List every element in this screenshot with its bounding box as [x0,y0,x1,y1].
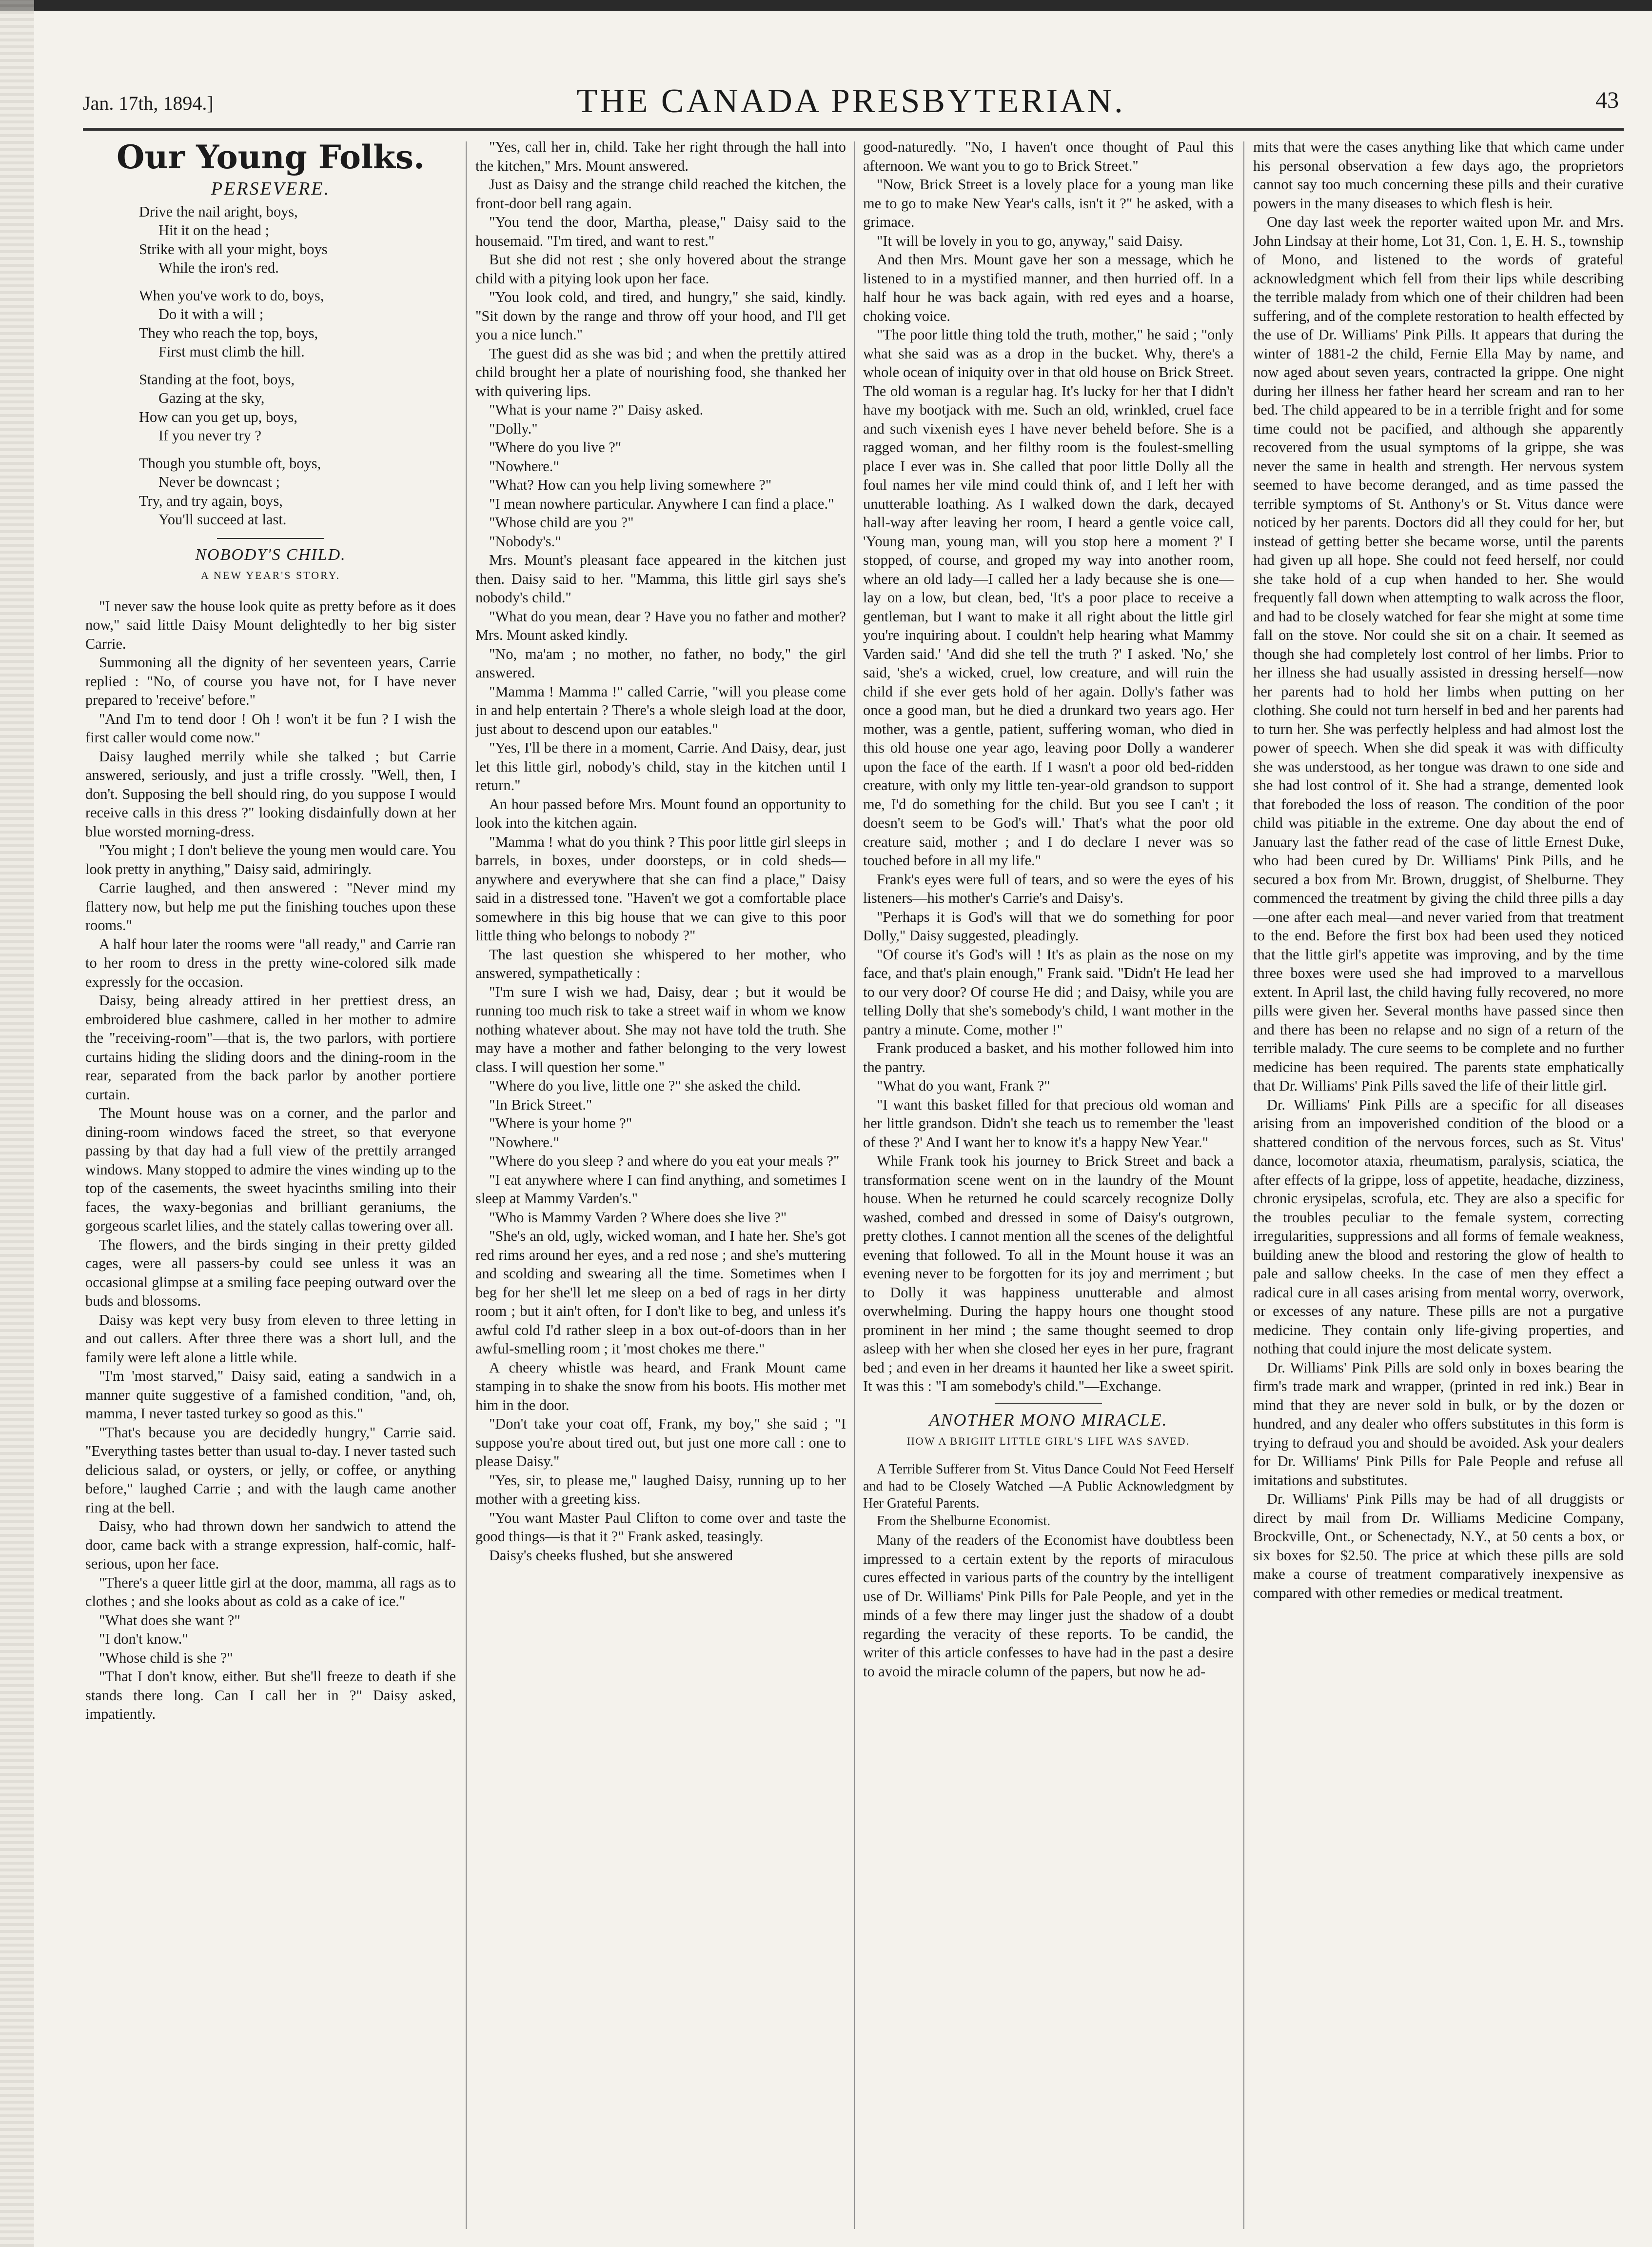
paragraph: The flowers, and the birds singing in their pretty gilded cages, were all passers-by could see unless it was an occasional glimpse at a smiling face peeping outward over the buds and blossoms. [85,1236,456,1309]
poem-stanza [139,286,456,361]
paragraph: "Where do you live, little one ?" she asked the child. [489,1077,801,1094]
paragraph: The guest did as she was bid ; and when the prettily attired child brought her a plate of nourishing food, she thanked her with quivering lips. [475,345,846,399]
article-title: ANOTHER MONO MIRACLE. [929,1410,1168,1430]
poem-stanza [139,454,456,529]
paragraph: Daisy, being already attired in her prettiest dress, an embroidered blue cashmere, called in her mother to admire the "receiving-room"—that is, the two parlors, with portiere curtains hiding the sliding doors and the dining-room in the rear, separated from the back parlor by another portiere curtain. [85,992,456,1103]
story-subtitle: A NEW YEAR'S STORY. [200,569,341,581]
paragraph: "That I don't know, either. But she'll freeze to death if she stands there long. Can I call her in ?" Daisy asked, impatiently. [85,1668,456,1722]
paragraph: "You look cold, and tired, and hungry," she said, kindly. "Sit down by the range and throw off your hood, and I'll get you a nice lunch." [475,289,846,343]
poem-line: When you've work to do, boys, [139,287,324,304]
paragraph: "Now, Brick Street is a lovely place for a young man like me to go to make New Year's calls, isn't it ?" he asked, with a grimace. [863,176,1234,230]
paragraph: Frank produced a basket, and his mother followed him into the pantry. [863,1040,1234,1075]
poem-title: PERSEVERE. [211,179,331,199]
article-subtitle: HOW A BRIGHT LITTLE GIRL'S LIFE WAS SAVED. [906,1435,1190,1447]
paragraph: "She's an old, ugly, wicked woman, and I hate her. She's got red rims around her eyes, and a red nose ; and she's muttering and scolding and swearing all the time. Sometimes when I beg for her she'll let me sleep on a bed of rags in her dirty room ; but it ain't often, for I don't like to beg, and unless it's awful cold I'd rather sleep in a box out-of-doors than in her awful-smelling room ; it 'most chokes me there." [475,1228,846,1357]
issue-date: Jan. 17th, 1894.] [83,92,214,114]
article-text [1253,138,1624,1602]
paragraph: "You tend the door, Martha, please," Daisy said to the housemaid. "I'm tired, and want to rest." [475,214,846,249]
poem-stanza [139,202,456,278]
paragraph: "I never saw the house look quite as pretty before as it does now," said little Daisy Mount delightedly to her big sister Carrie. [85,597,456,652]
paragraph: "You might ; I don't believe the young men would care. You look pretty in anything," Daisy said, admiringly. [85,842,456,877]
paragraph: While Frank took his journey to Brick Street and back a transformation scene went on in the laundry of the Mount house. When he returned he could scarcely recognize Dolly washed, combed and dressed in some of Daisy's outgrown, pretty clothes. I cannot mention all the scenes of the delightful evening that followed. To all in the Mount house it was an evening never to be forgotten for its joy and merriment ; but to Dolly it was happiness unutterable and almost overwhelming. During the happy hours one thought stood prominent in her mind ; the same thought seemed to drop asleep with her when she closed her eyes in her pure, fragrant bed ; and even in her dreams it haunted her like a sweet spirit. It was this : "I am somebody's child."—Exchange. [863,1153,1234,1394]
paragraph: "Whose child are you ?" [489,514,634,531]
paragraph: "Yes, sir, to please me," laughed Daisy, running up to her mother with a greeting kiss. [475,1471,846,1507]
paragraph: "Whose child is she ?" [99,1649,233,1666]
header-rule [83,128,1624,131]
paragraph: "What? How can you help living somewhere ?" [489,477,772,493]
story-text [475,138,846,1565]
paragraph: "The poor little thing told the truth, mother," he said ; "only what she said was as a drop in the bucket. Why, there's a whole ocean of iniquity over in that old house on Brick Street. The old woman is a regular hag. It's lucky for her that I didn't have my bootjack with me. Such an old, wrinkled, cruel face and such vixenish eyes I have never beheld before. She is a ragged woman, and her filthy room is the foulest-smelling place I ever was in. She called that poor little Dolly all the foul names her vile mind could think of, and I left her with unutterable loathing. As I walked down the dark, decayed hall-way after leaving her room, I heard a gentle voice call, 'Young man, young man, will you stop here a moment ?' I stopped, of course, and groped my way into another room, where an old lady—I called her a lady because she is one—lay on a low, but clean, bed, 'It's a poor place to receive a gentleman, but I want to make it all right about the little girl you're inquiring about. I couldn't help hearing what Mammy Varden said.' 'And did she tell the truth ?' I asked. 'No,' she said, 'she's a wicked, cruel, low creature, and will ruin the child if she ever gets hold of her again. Dolly's father was once a good man, but he died a drunkard two years ago. Her mother, was a gentle, patient, suffering woman, who died in this old house one year ago, leaving poor Dolly a wanderer upon the face of the earth. If I wasn't a poor old bed-ridden creature, with only my little ten-year-old grandson to support me, I'd do something for the child. But you see I can't ; it doesn't seem to be God's will.' That's what the poor old creature said, mother ; and I do declare I never was so touched before in all my life." [863,326,1234,869]
paragraph: "Who is Mammy Varden ? Where does she live ?" [489,1209,787,1226]
paragraph: "Yes, call her in, child. Take her right through the hall into the kitchen," Mrs. Mount answered. [475,139,846,174]
page-header [83,73,1619,120]
paragraph: "Nobody's." [489,533,561,550]
paragraph: Frank's eyes were full of tears, and so were the eyes of his listeners—his mother's Carrie's and Daisy's. [863,871,1234,906]
poem-line: Though you stumble oft, boys, [139,455,321,472]
paragraph: "I don't know." [99,1631,188,1647]
poem-line: Hit it on the head ; [158,222,270,239]
scan-top-edge [0,0,1652,11]
paragraph: "I want this basket filled for that precious old woman and her little grandson. Didn't she teach us to remember the 'least of these ?' And I want her to know it's a happy New Year." [863,1096,1234,1151]
poem-line: You'll succeed at last. [158,511,287,528]
paragraph: "Mamma ! what do you think ? This poor little girl sleeps in barrels, in boxes, under doorsteps, or in cold sheds—anywhere and everywhere that she can find a place," Daisy said in a distressed tone. "Haven't we got a comfortable place somewhere in this big house that we can give to this poor little thing who belongs to nobody ?" [475,833,846,944]
poem-line: Try, and try again, boys, [139,492,283,509]
paragraph: "What do you mean, dear ? Have you no father and mother? Mrs. Mount asked kindly. [475,608,846,643]
poem-line: Standing at the foot, boys, [139,371,295,388]
paragraph: "Nowhere." [489,457,559,475]
column-4 [1253,138,1624,2235]
paragraph: "Yes, I'll be there in a moment, Carrie. And Daisy, dear, just let this little girl, nobody's child, stay in the kitchen until I return." [475,739,846,794]
paragraph: The last question she whispered to her mother, who answered, sympathetically : [475,946,846,981]
paragraph: Daisy, who had thrown down her sandwich to attend the door, came back with a strange expression, half-comic, half-serious, upon her face. [85,1518,456,1572]
paragraph: "What does she want ?" [99,1611,240,1629]
paragraph: Daisy laughed merrily while she talked ; but Carrie answered, seriously, and just a trifle crossly. "Well, then, I don't. Supposing the bell should ring, do you suppose I would receive calls in this dress ?" looking disdainfully down at her blue worsted morning-dress. [85,748,456,840]
scan-left-edge [0,0,34,2247]
story-text [85,597,456,1724]
paragraph: "I'm 'most starved," Daisy said, eating a sandwich in a manner quite suggestive of a famished condition, "and, oh, mamma, I never tasted turkey so good as this." [85,1368,456,1422]
paragraph: "In Brick Street." [489,1096,592,1113]
paragraph: "I eat anywhere where I can find anything, and sometimes I sleep at Mammy Varden's." [475,1171,846,1207]
paragraph: "Where do you live ?" [489,439,622,456]
column-divider [854,141,855,2229]
paragraph: "Dolly." [489,420,538,437]
column-3 [863,138,1234,2235]
page-number: 43 [1595,87,1619,113]
story-text [863,138,1234,1396]
poem-line: Drive the nail aright, boys, [139,203,298,220]
paragraph: A half hour later the rooms were "all ready," and Carrie ran to her room to dress in the pretty wine-colored silk made expressly for the occasion. [85,935,456,990]
poem-stanza [139,370,456,445]
paragraph: And then Mrs. Mount gave her son a message, which he listened to in a mystified manner, and then hurried off. In a half hour he was back again, with red eyes and a hoarse, choking voice. [863,251,1234,324]
paragraph: Carrie laughed, and then answered : "Never mind my flattery now, but help me put the finishing touches upon these rooms." [85,879,456,934]
paragraph: "Of course it's God's will ! It's as plain as the nose on my face, and that's plain enough," Frank said. "Didn't He lead her to our very door? Of course He did ; and Daisy, while you are telling Dolly that she's somebody's child, I want mother in the pantry a minute. Come, mother !" [863,946,1234,1038]
paragraph: "You want Master Paul Clifton to come over and taste the good things—is that it ?" Frank asked, teasingly. [475,1509,846,1545]
newspaper-title: THE CANADA PRESBYTERIAN. [576,82,1125,120]
poem-line: If you never try ? [158,427,261,444]
column-divider [1243,141,1244,2229]
paragraph: "That's because you are decidedly hungry," Carrie said. "Everything tastes better than usual to-day. I never tasted such delicious salad, or oysters, or jelly, or coffee, or anything before," laughed Carrie ; and with the laugh came another ring at the bell. [85,1424,456,1516]
paragraph: Just as Daisy and the strange child reached the kitchen, the front-door bell rang again. [475,176,846,212]
paragraph: Dr. Williams' Pink Pills are a specific for all diseases arising from an impoverished condition of the blood or a shattered condition of the nervous forces, such as St. Vitus' dance, locomotor ataxia, rheumatism, paralysis, sciatica, the after effects of la grippe, loss of appetite, headache, dizziness, chronic erysipelas, scrofula, etc. They are also a specific for the troubles peculiar to the female system, correcting irregularities, suppressions and all forms of female weakness, building anew the blood and restoring the glow of health to pale and sallow cheeks. In the case of men they effect a radical cure in all cases arising from mental worry, overwork, or excesses of any nature. These pills are not a purgative medicine. They contain only life-giving properties, and nothing that could injure the most delicate system. [1253,1096,1624,1357]
column-1 [85,138,456,2235]
paragraph: mits that were the cases anything like that which came under his personal observation a few days ago, the proprietors cannot say too much concerning these pills and their curative powers in the many diseases to which flesh is heir. [1253,139,1624,212]
article-text [863,1531,1234,1681]
paragraph: Dr. Williams' Pink Pills may be had of all druggists or direct by mail from Dr. Williams Medicine Company, Brockville, Ont., or Schenectady, N.Y., at 50 cents a box, or six boxes for $2.50. The price at which these pills are sold make a course of treatment comparatively inexpensive as compared with other remedies or medical treatment. [1253,1491,1624,1601]
article-deck: A Terrible Sufferer from St. Vitus Dance Could Not Feed Herself and had to be Closely Watched —A Public Acknowledgment by Her Grateful Parents. [863,1461,1234,1511]
poem-line: How can you get up, boys, [139,408,297,425]
column-divider [466,141,467,2229]
paragraph: Dr. Williams' Pink Pills are sold only in boxes bearing the firm's trade mark and wrapper, (printed in red ink.) Bear in mind that they are never sold in bulk, or by the dozen or hundred, and any dealer who offers substitutes in this form is trying to defraud you and should be avoided. Ask your dealers for Dr. Williams' Pink Pills for Pale People and refuse all imitations and substitutes. [1253,1359,1624,1489]
paragraph: Mrs. Mount's pleasant face appeared in the kitchen just then. Daisy said to her. "Mamma, this little girl says she's nobody's child." [475,552,846,606]
poem-line: While the iron's red. [158,259,279,276]
article-source: From the Shelburne Economist. [877,1513,1051,1529]
paragraph: Daisy's cheeks flushed, but she answered [489,1547,733,1564]
story-title: NOBODY'S CHILD. [195,545,346,564]
paragraph: "Mamma ! Mamma !" called Carrie, "will you please come in and help entertain ? There's a whole sleigh load at the door, just about to descend upon our eatables." [475,683,846,737]
divider [217,538,324,539]
paragraph: Daisy was kept very busy from eleven to three letting in and out callers. After three there was a short lull, and the family were left alone a little while. [85,1311,456,1366]
poem-line: Strike with all your might, boys [139,240,328,258]
divider [995,1403,1102,1404]
paragraph: "No, ma'am ; no mother, no father, no body," the girl answered. [475,645,846,681]
paragraph: "Perhaps it is God's will that we do something for poor Dolly," Daisy suggested, pleadingly. [863,908,1234,944]
paragraph: The Mount house was on a corner, and the parlor and dining-room windows faced the street, so that everyone passing by that day had a full view of the prettily arranged windows. Many stopped to admire the vines winding up to the top of the casements, the sweet hyacinths smiling into their faces, the waxy-begonias and brilliant geraniums, the gorgeous scarlet lilies, and the stately callas towering over all. [85,1105,456,1234]
poem [139,202,456,529]
paragraph: "It will be lovely in you to go, anyway," said Daisy. [877,232,1183,249]
paragraph: "I'm sure I wish we had, Daisy, dear ; but it would be running too much risk to take a street waif in whom we know nothing whatever about. She may not have told the truth. She may have a mother and father belonging to the very lowest class. I will question her some." [475,983,846,1075]
paragraph: "Don't take your coat off, Frank, my boy," she said ; "I suppose you're about tired out, but just one more call : one to please Daisy." [475,1415,846,1470]
paragraph: An hour passed before Mrs. Mount found an opportunity to look into the kitchen again. [475,795,846,831]
paragraph: But she did not rest ; she only hovered about the strange child with a pitying look upon her face. [475,251,846,287]
paragraph: One day last week the reporter waited upon Mr. and Mrs. John Lindsay at their home, Lot 31, Con. 1, E. H. S., township of Mono, and listened to the words of grateful acknowledgment which fell from their lips while describing the terrible malady from which one of their children had been suffering, and of the complete restoration to health effected by the use of Dr. Williams' Pink Pills. It appears that during the winter of 1881-2 the child, Fernie Ella May by name, and now aged about seven years, contracted la grippe. One night during her illness her father heard her scream and ran to her bed. The child appeared to be in a terrible fright and for some time could not be pacified, and although she apparently recovered from the usual symptoms of la grippe, she was never the same in health and strength. Her nervous system seemed to have become deranged, and as time passed the terrible symptoms of St. Anthony's or St. Vitus dance were noticed by her parents. Doctors did all they could for her, but instead of getting better she became worse, until the parents had given up all hope. She could not feed herself, nor could she take hold of a cup when handed to her. She would frequently fall down when attempting to walk across the floor, and had to be closely watched for fear she might at some time fall on the stove. Nor could she sit on a chair. It seemed as though she had completely lost control of her limbs. Prior to her illness she had usually assisted in dressing herself—now her parents had to hold her limbs when putting on her clothing. She could not turn herself in bed and her parents had to turn her. She was perfectly helpless and had almost lost the power of speech. When she did speak it was with difficulty she was understood, as her tongue was drawn to one side and she had lost control of it. She had a strange, demented look that foreboded the loss of reason. The condition of the poor child was pitiable in the extreme. One day about the end of January last the father read of the case of little Ernest Duke, who had been cured by Dr. Williams' Pink Pills, and he secured a box from Mr. Brown, druggist, of Shelburne. They commenced the treatment by giving the child three pills a day—one after each meal—and never varied from that treatment to the end. Before the first box had been used they noticed that the little girl's appetite was improving, and by the time three boxes were used she had improved to a marvellous extent. In April last, the child having fully recovered, no more pills were given her. Several months have passed since then and there has been no relapse and no sign of a return of the terrible malady. The cure seems to be complete and no further medicine has been required. The parents state emphatically that Dr. Williams' Pink Pills saved the life of their little girl. [1253,214,1624,1094]
poem-line: Gazing at the sky, [158,390,265,406]
column-2 [475,138,846,2235]
poem-line: Never be downcast ; [158,474,280,490]
poem-line: Do it with a will ; [158,306,264,322]
paragraph: "There's a queer little girl at the door, mamma, all rags as to clothes ; and she looks about as cold as a cake of ice." [85,1574,456,1610]
paragraph: "What do you want, Frank ?" [877,1077,1050,1094]
paragraph: "I mean nowhere particular. Anywhere I can find a place." [489,495,834,512]
paragraph: A cheery whistle was heard, and Frank Mount came stamping in to shake the snow from his boots. His mother met him in the door. [475,1359,846,1413]
paragraph: Summoning all the dignity of her seventeen years, Carrie replied : "No, of course you have not, for I have never prepared to 'receive' before." [85,654,456,708]
paragraph: Many of the readers of the Economist have doubtless been impressed to a certain extent by the reports of miraculous cures effected in various parts of the country by the intelligent use of Dr. Williams' Pink Pills for Pale People, and yet in the minds of a few there may linger just the shadow of a doubt regarding the veracity of these reports. To be candid, the writer of this article confesses to have had in the past a desire to avoid the miracle column of the papers, but now he ad- [863,1531,1234,1680]
paragraph: "Where is your home ?" [489,1115,632,1132]
paragraph: "Where do you sleep ? and where do you eat your meals ?" [489,1153,840,1169]
section-title: Our Young Folks. [117,138,425,176]
paragraph: "What is your name ?" Daisy asked. [489,401,704,418]
poem-line: First must climb the hill. [158,343,305,360]
poem-line: They who reach the top, boys, [139,324,318,341]
paragraph: good-naturedly. "No, I haven't once thought of Paul this afternoon. We want you to go to Brick Street." [863,139,1234,174]
paragraph: "Nowhere." [489,1133,559,1151]
paragraph: "And I'm to tend door ! Oh ! won't it be fun ? I wish the first caller would come now." [85,710,456,746]
